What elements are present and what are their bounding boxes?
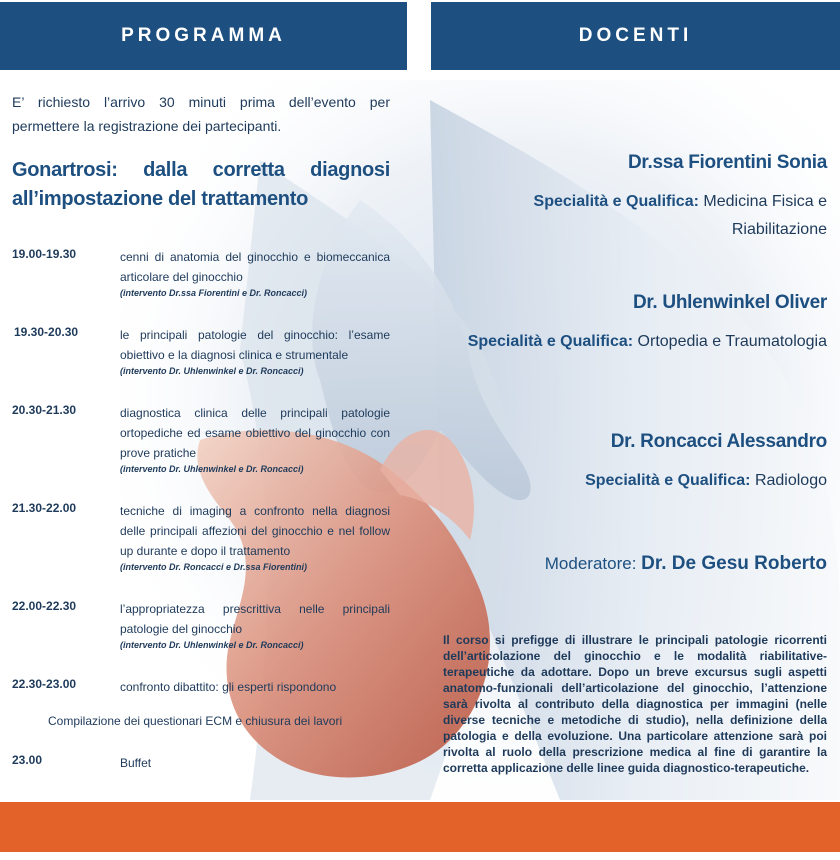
schedule-desc: tecniche di imaging a confronto nella diagnosi delle principali affezioni del ginocchio e nel follow up durante e dopo il trattamento (intervento Dr. Roncacci e Dr.ssa Fiorentini) <box>120 504 390 572</box>
schedule-desc: le principali patologie del ginocchio: l’esame obiettivo e la diagnosi clinica e strumentale (intervento Dr. Uhlenwinkel e Dr. Roncacci) <box>120 328 390 376</box>
schedule-note: (intervento Dr. Uhlenwinkel e Dr. Roncacci) <box>120 366 304 376</box>
docente-roncacci <box>440 431 827 495</box>
moderator <box>440 553 827 575</box>
docente-spec: Specialità e Qualifica: Medicina Fisica e Riabilitazione <box>533 193 827 238</box>
schedule-time: 19.00-19.30 <box>12 247 77 261</box>
schedule-time: 22.00-22.30 <box>12 599 77 613</box>
schedule-desc: confronto dibattito: gli esperti rispondono <box>120 680 337 694</box>
schedule-time: 19.30-20.30 <box>14 325 79 339</box>
docente-uhlenwinkel <box>440 292 827 356</box>
schedule-time: 23.00 <box>12 753 43 767</box>
course-description: Il corso si prefigge di illustrare le principali patologie ricorrenti dell’articolazione del ginocchio e le modalità riabilitative-terapeutiche da adottare. Dopo un breve excursus sugli aspetti anatomo-funzionali dell’articolazione del ginocchio, l’attenzione sarà rivolta al contributo della diagnostica per immagini (nelle diverse tecniche e metodiche di studio), nella definizione della patologia e della evoluzione. Una particolare attenzione sarà poi rivolta al ruolo della prescrizione medica al fine di garantire la corretta applicazione delle linee guida diagnostico-terapeutiche. <box>443 633 827 775</box>
closing-text: Compilazione dei questionari ECM e chiusura dei lavori <box>48 714 343 728</box>
schedule-desc: diagnostica clinica delle principali patologie ortopediche ed esame obiettivo del ginocchio con prove pratiche (intervento Dr. Uhlenwinkel e Dr. Roncacci) <box>120 406 390 474</box>
schedule-desc: l’appropriatezza prescrittiva nelle principali patologie del ginocchio (intervento Dr. Uhlenwinkel e Dr. Roncacci) <box>120 602 390 650</box>
docente-spec: Specialità e Qualifica: Radiologo <box>585 472 827 489</box>
docenti-header: DOCENTI <box>431 2 840 70</box>
schedule-time: 20.30-21.30 <box>12 403 77 417</box>
schedule-time: 21.30-22.00 <box>12 501 77 515</box>
docente-fiorentini <box>440 152 827 244</box>
schedule-note: (intervento Dr.ssa Fiorentini e Dr. Roncacci) <box>120 288 308 298</box>
schedule-desc: Buffet <box>120 756 152 770</box>
docente-spec: Specialità e Qualifica: Ortopedia e Traumatologia <box>467 333 827 350</box>
intro-text: E’ richiesto l’arrivo 30 minuti prima dell’evento per permettere la registrazione dei partecipanti. <box>12 94 390 134</box>
schedule-note: (intervento Dr. Uhlenwinkel e Dr. Roncacci) <box>120 640 304 650</box>
moderator-label: Moderatore: <box>544 554 637 573</box>
schedule-note: (intervento Dr. Uhlenwinkel e Dr. Roncacci) <box>120 464 304 474</box>
docente-name: Dr.ssa Fiorentini Sonia <box>628 152 827 173</box>
docente-name: Dr. Roncacci Alessandro <box>610 431 827 452</box>
event-title: Gonartrosi: dalla corretta diagnosi all’impostazione del trattamento <box>12 159 390 210</box>
schedule-time: 22.30-23.00 <box>12 677 77 691</box>
schedule-note: (intervento Dr. Roncacci e Dr.ssa Fiorentini) <box>120 562 308 572</box>
footer-bar <box>0 802 840 852</box>
docente-name: Dr. Uhlenwinkel Oliver <box>632 292 827 313</box>
programma-header: PROGRAMMA <box>0 2 407 70</box>
moderator-name: Dr. De Gesu Roberto <box>641 553 827 574</box>
schedule-desc: cenni di anatomia del ginocchio e biomeccanica articolare del ginocchio (intervento Dr.ssa Fiorentini e Dr. Roncacci) <box>120 250 390 298</box>
